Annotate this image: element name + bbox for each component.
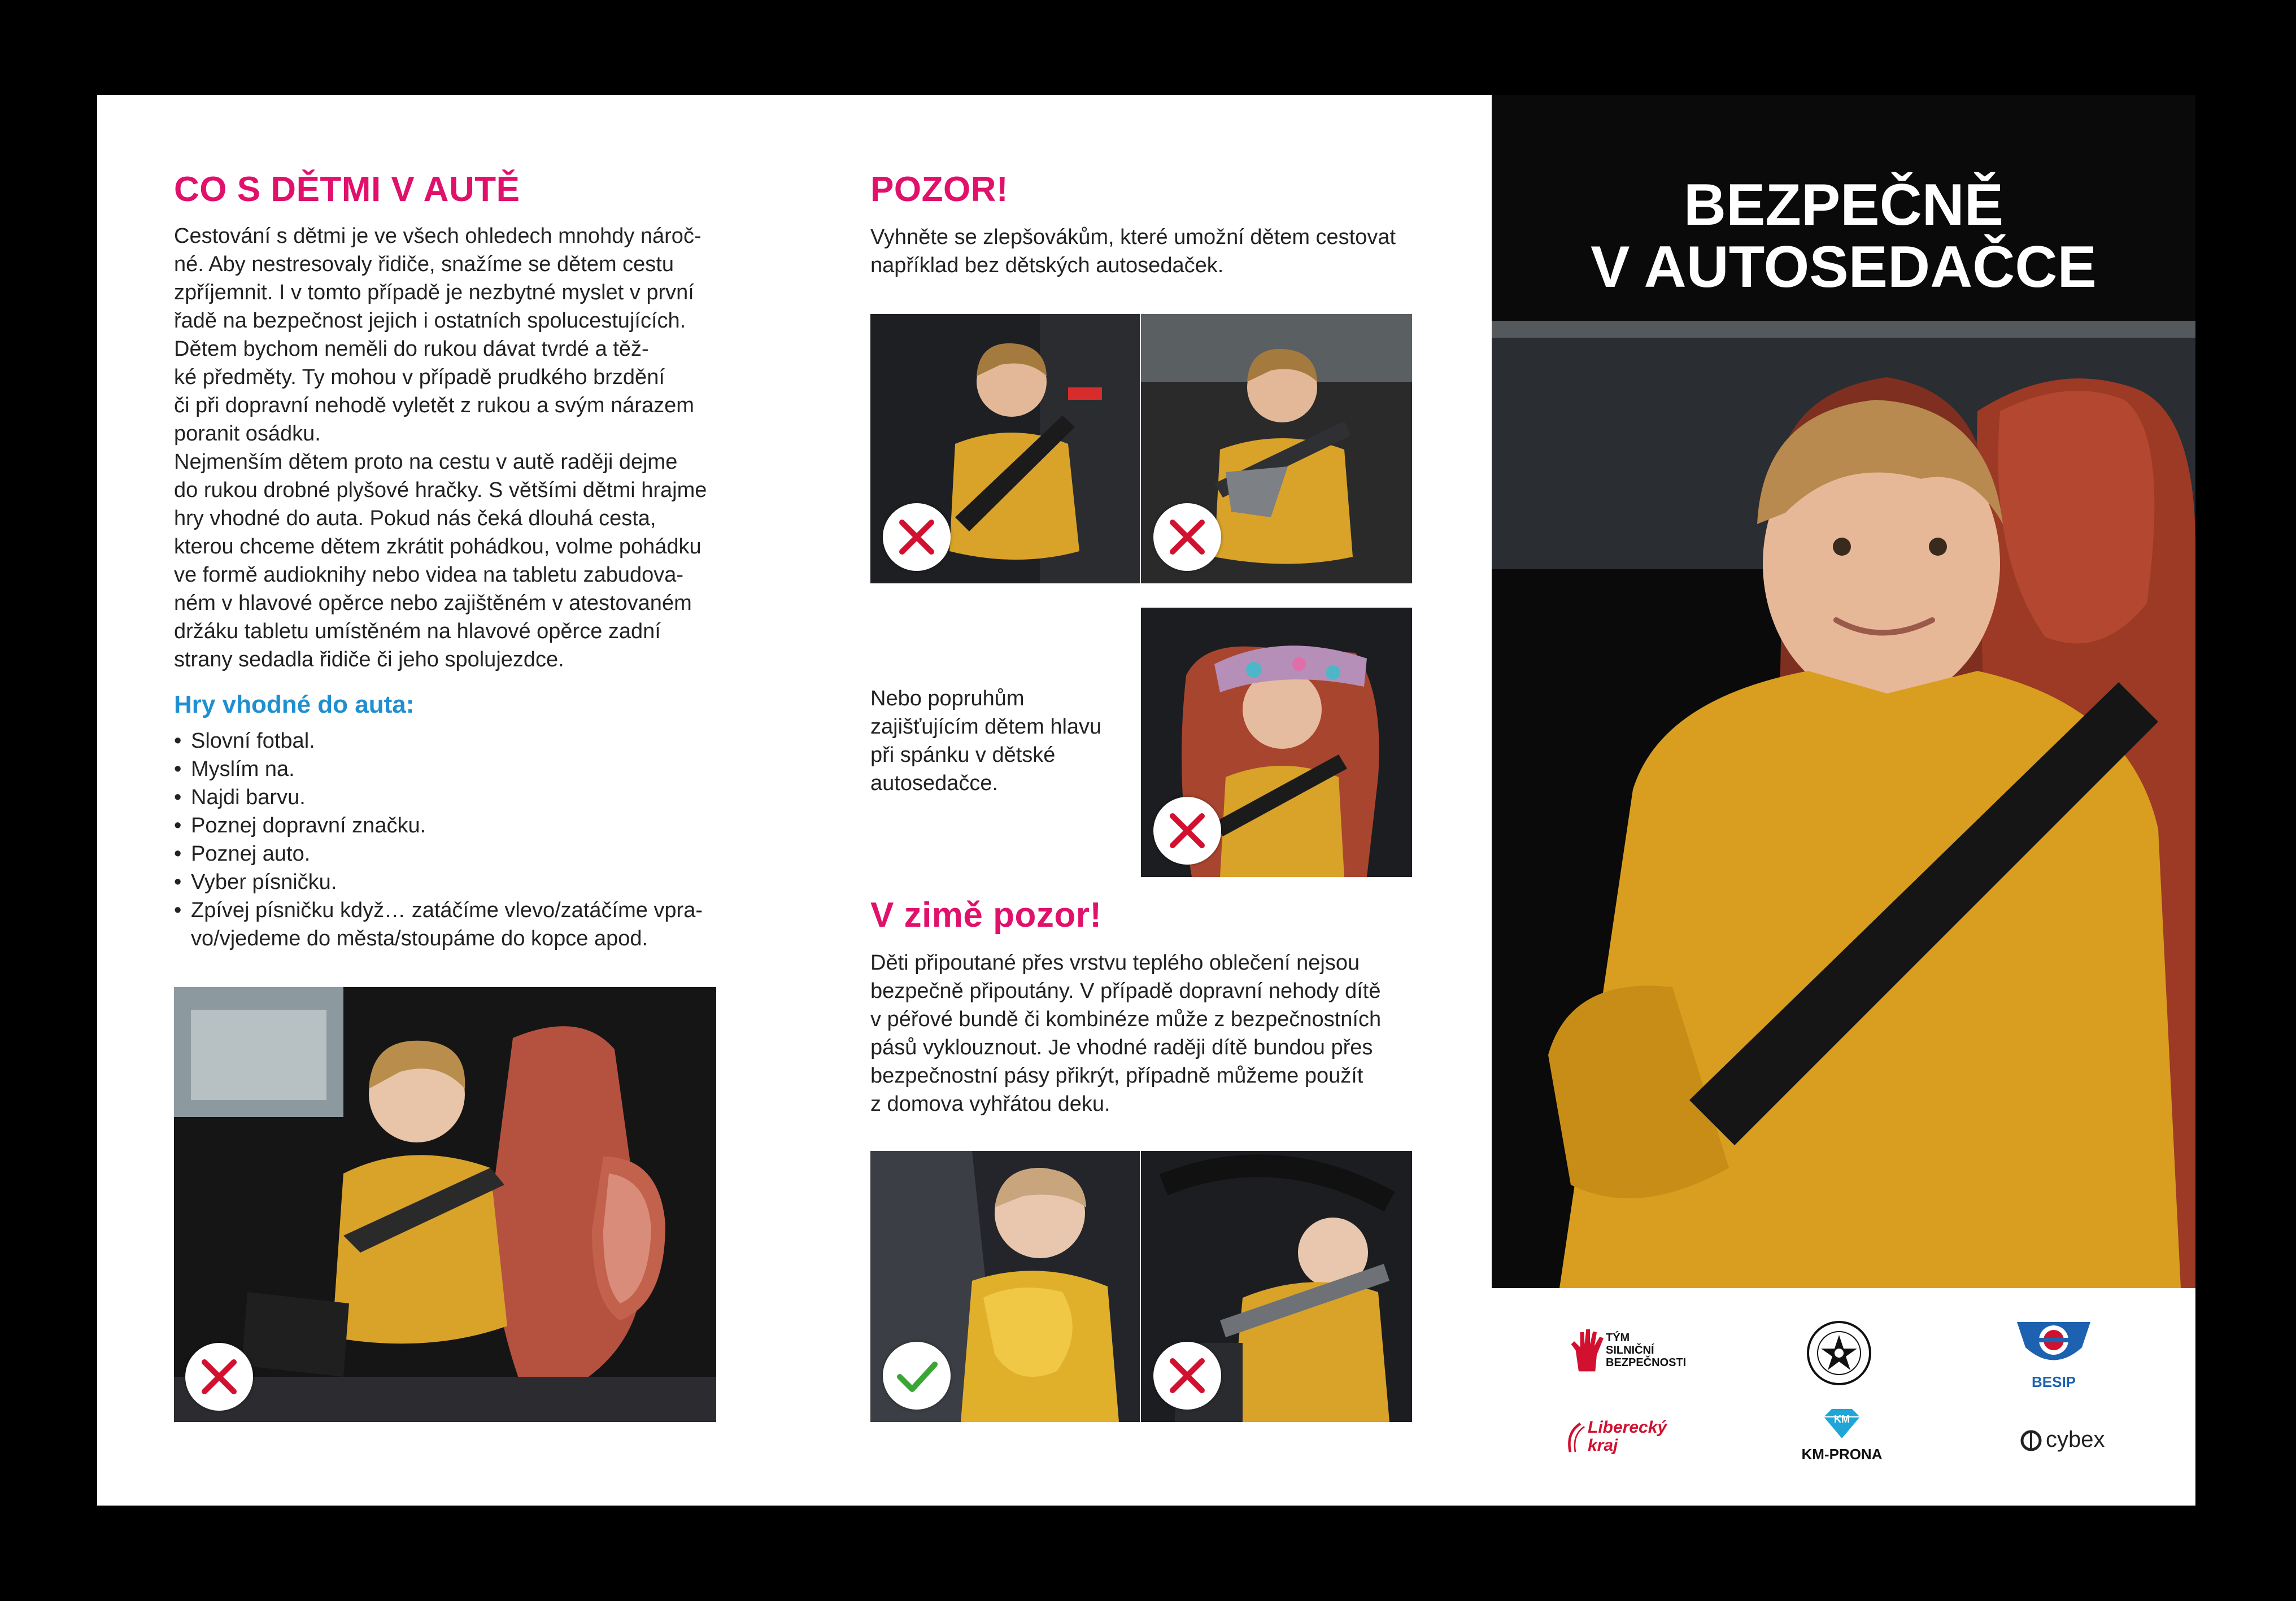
x-mark-icon [185,1343,253,1411]
x-mark-icon [1153,1342,1221,1410]
left-paragraph: Cestování s dětmi je ve všech ohledech mnohdy nároč- né. Aby nestresovaly řidiče, snažíme se dětem cestu zpříjemnit. I v tomto případě je nezbytné myslet v první řadě na bezpečnost jejich i ostatních spolucestujících. Dětem bychom neměli do rukou dávat tvrdé a těž- ké předměty. Ty mohou v případě prudkého brzdění či při dopravní nehodě vyletět z rukou a svým nárazem poranit osádku. Nejmenším dětem proto na cestu v autě raději dejme do rukou drobné plyšové hračky. S většími dětmi hrajme hry vhodné do auta. Pokud nás čeká dlouhá cesta, kterou chceme dětem zkrátit pohádkou, volme pohádku ve formě audioknihy nebo videa na tabletu zabudova- ném v hlavové opěrce nebo zajištěném v atestovaném držáku tabletu umístěném na hlavové opěrce zadní strany sedadla řidiče či jeho spolujezdce. [174,224,707,671]
list-item: • Poznej dopravní značku. [174,812,727,840]
hero-title: BEZPEČNĚ V AUTOSEDAČCE [1591,172,2097,300]
logo-liberecky-text: Liberecký kraj [1588,1418,1667,1455]
hand-icon [1565,1325,1610,1376]
games-list [174,727,727,953]
winter-text: Děti připoutané přes vrstvu teplého oblečení nejsou bezpečně připoutány. V případě dopravní nehody dítě v péřové bundě či kombinéze může z bezpečnostních pásů vyklouznout. Je vhodné raději dítě bundou přes bezpečnostní pásy přikrýt, případně můžeme použít z domova vyhřátou deku. [870,951,1382,1116]
pozor-text: Vyhněte se zlepšovákům, které umožní dětem cestovat například bez dětských autosedaček. [870,225,1396,277]
games-title: Hry vhodné do auta: [174,691,415,718]
list-item: • Slovní fotbal. [174,727,727,755]
cybex-icon [2020,1429,2042,1452]
photo-belt-adjuster [1141,314,1412,583]
left-column [174,169,727,953]
winter-section [870,895,1413,1118]
x-mark-icon [1153,503,1221,571]
photo-blanket-correct [870,1151,1140,1422]
logo-besip-text: BESIP [2031,1373,2076,1390]
x-mark-icon [1153,797,1221,865]
besip-emblem-icon [2014,1316,2093,1373]
logo-besip [2014,1316,2093,1390]
logo-km-text: KM-PRONA [1801,1446,1883,1463]
partner-logos [1492,1288,2195,1506]
x-mark-icon [883,503,951,571]
logo-cybex [2020,1424,2121,1458]
left-title: CO S DĚTMI V AUTĚ [174,170,520,209]
check-mark-icon [883,1342,951,1410]
hero-panel [1492,95,2195,1288]
list-item: • Najdi barvu. [174,783,727,812]
pozor-title: POZOR! [870,170,1009,209]
list-item: • Myslím na. [174,755,727,783]
winter-title: V zimě pozor! [870,896,1102,935]
photo-seatbelt-no-booster [870,314,1140,583]
middle-column [870,169,1413,280]
swoosh-icon [1565,1421,1585,1455]
list-item: • Zpívej písničku když… zatáčíme vlevo/zatáčíme vpra- vo/vjedeme do města/stoupáme do kopce apod. [174,896,727,953]
photo-head-strap [1141,608,1412,877]
logo-km-badge: KM [1834,1414,1850,1425]
strap-text: Nebo popruhům zajišťujícím dětem hlavu při spánku v dětské autosedačce. [870,687,1102,795]
logo-tym-text: TÝM SILNIČNÍ BEZPEČNOSTI [1606,1332,1687,1369]
logo-policie [1805,1319,1873,1387]
photo-winter-jacket-wrong [1141,1151,1412,1422]
list-item: • Poznej auto. [174,840,727,868]
logo-km-prona [1785,1407,1898,1480]
logo-liberecky-kraj [1565,1415,1695,1472]
logo-tym-silnicni-bezpecnosti [1565,1325,1695,1387]
list-item: • Vyber písničku. [174,868,727,896]
police-badge-icon [1805,1319,1873,1387]
logo-cybex-text: cybex [2046,1427,2105,1452]
photo-tablet-in-car [174,987,716,1422]
